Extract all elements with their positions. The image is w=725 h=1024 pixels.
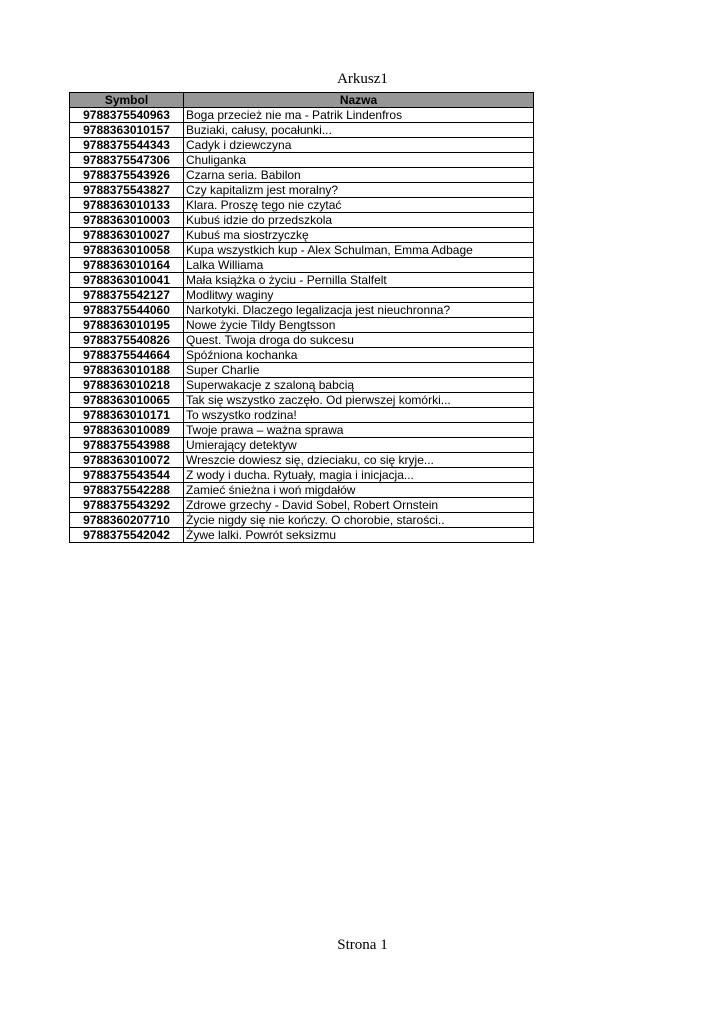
name-cell: Superwakacje z szaloną babcią <box>184 378 534 393</box>
name-cell: Mała książka o życiu - Pernilla Stalfelt <box>184 273 534 288</box>
symbol-cell: 9788363010058 <box>70 243 184 258</box>
table-row <box>70 528 534 543</box>
table-row <box>70 453 534 468</box>
name-cell: Umierający detektyw <box>184 438 534 453</box>
table-row <box>70 498 534 513</box>
symbol-cell: 9788375540963 <box>70 108 184 123</box>
name-cell: Klara. Proszę tego nie czytać <box>184 198 534 213</box>
symbol-cell: 9788363010195 <box>70 318 184 333</box>
table-row <box>70 423 534 438</box>
table-row <box>70 303 534 318</box>
table-row <box>70 198 534 213</box>
symbol-cell: 9788363010218 <box>70 378 184 393</box>
table-row <box>70 153 534 168</box>
table-row <box>70 393 534 408</box>
table-row <box>70 333 534 348</box>
name-cell: Życie nigdy się nie kończy. O chorobie, starości.. <box>184 513 534 528</box>
name-cell: Buziaki, całusy, pocałunki... <box>184 123 534 138</box>
name-cell: Lalka Williama <box>184 258 534 273</box>
symbol-cell: 9788363010133 <box>70 198 184 213</box>
symbol-cell: 9788375543544 <box>70 468 184 483</box>
name-cell: Twoje prawa – ważna sprawa <box>184 423 534 438</box>
symbol-cell: 9788363010003 <box>70 213 184 228</box>
table-row <box>70 213 534 228</box>
name-cell: Narkotyki. Dlaczego legalizacja jest nieuchronna? <box>184 303 534 318</box>
symbol-cell: 9788375543926 <box>70 168 184 183</box>
page-footer: Strona 1 <box>337 937 388 953</box>
symbol-cell: 9788375544664 <box>70 348 184 363</box>
symbol-cell: 9788363010188 <box>70 363 184 378</box>
name-cell: Quest. Twoja droga do sukcesu <box>184 333 534 348</box>
book-table <box>69 92 534 543</box>
symbol-cell: 9788360207710 <box>70 513 184 528</box>
column-header-name: Nazwa <box>184 93 534 108</box>
table-row <box>70 123 534 138</box>
symbol-cell: 9788375540826 <box>70 333 184 348</box>
table-row <box>70 288 534 303</box>
name-cell: Nowe życie Tildy Bengtsson <box>184 318 534 333</box>
table-row <box>70 378 534 393</box>
name-cell: To wszystko rodzina! <box>184 408 534 423</box>
table-row <box>70 183 534 198</box>
symbol-cell: 9788375542042 <box>70 528 184 543</box>
symbol-cell: 9788375543292 <box>70 498 184 513</box>
name-cell: Kubuś idzie do przedszkola <box>184 213 534 228</box>
table-row <box>70 363 534 378</box>
name-cell: Chuliganka <box>184 153 534 168</box>
table-row <box>70 228 534 243</box>
name-cell: Kupa wszystkich kup - Alex Schulman, Emma Adbage <box>184 243 534 258</box>
symbol-cell: 9788363010089 <box>70 423 184 438</box>
symbol-cell: 9788375542127 <box>70 288 184 303</box>
name-cell: Zdrowe grzechy - David Sobel, Robert Ornstein <box>184 498 534 513</box>
sheet-title: Arkusz1 <box>337 71 388 87</box>
name-cell: Czarna seria. Babilon <box>184 168 534 183</box>
table-row <box>70 168 534 183</box>
table-row <box>70 438 534 453</box>
symbol-cell: 9788363010027 <box>70 228 184 243</box>
symbol-cell: 9788363010041 <box>70 273 184 288</box>
table-row <box>70 318 534 333</box>
symbol-cell: 9788363010157 <box>70 123 184 138</box>
table-row <box>70 108 534 123</box>
name-cell: Super Charlie <box>184 363 534 378</box>
table-row <box>70 273 534 288</box>
name-cell: Zamieć śnieżna i woń migdałów <box>184 483 534 498</box>
name-cell: Tak się wszystko zaczęło. Od pierwszej komórki... <box>184 393 534 408</box>
symbol-cell: 9788363010171 <box>70 408 184 423</box>
symbol-cell: 9788363010065 <box>70 393 184 408</box>
name-cell: Z wody i ducha. Rytuały, magia i inicjacja... <box>184 468 534 483</box>
symbol-cell: 9788363010072 <box>70 453 184 468</box>
name-cell: Kubuś ma siostrzyczkę <box>184 228 534 243</box>
name-cell: Żywe lalki. Powrót seksizmu <box>184 528 534 543</box>
name-cell: Spóźniona kochanka <box>184 348 534 363</box>
table-body <box>70 108 534 543</box>
table-row <box>70 348 534 363</box>
symbol-cell: 9788375543827 <box>70 183 184 198</box>
table-row <box>70 513 534 528</box>
symbol-cell: 9788375547306 <box>70 153 184 168</box>
table-row <box>70 258 534 273</box>
symbol-cell: 9788375543988 <box>70 438 184 453</box>
name-cell: Czy kapitalizm jest moralny? <box>184 183 534 198</box>
symbol-cell: 9788375542288 <box>70 483 184 498</box>
table-row <box>70 408 534 423</box>
table-row <box>70 138 534 153</box>
table-row <box>70 483 534 498</box>
symbol-cell: 9788363010164 <box>70 258 184 273</box>
table-row <box>70 468 534 483</box>
name-cell: Wreszcie dowiesz się, dzieciaku, co się kryje... <box>184 453 534 468</box>
name-cell: Cadyk i dziewczyna <box>184 138 534 153</box>
table-header-row <box>70 93 534 108</box>
column-header-symbol: Symbol <box>70 93 184 108</box>
table-row <box>70 243 534 258</box>
name-cell: Modlitwy waginy <box>184 288 534 303</box>
symbol-cell: 9788375544343 <box>70 138 184 153</box>
name-cell: Boga przecież nie ma - Patrik Lindenfros <box>184 108 534 123</box>
symbol-cell: 9788375544060 <box>70 303 184 318</box>
